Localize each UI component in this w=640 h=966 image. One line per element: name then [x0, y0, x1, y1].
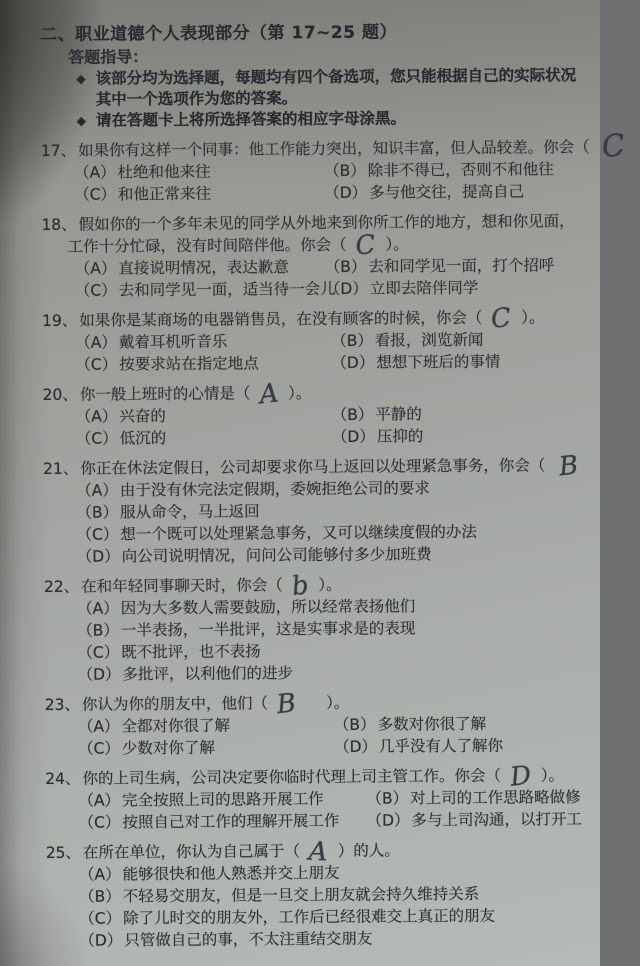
stem-text: ）。	[540, 766, 565, 785]
handwritten-answer: A	[257, 378, 280, 411]
option-label: （D）	[324, 183, 368, 203]
options-list	[42, 254, 602, 302]
option-item	[76, 426, 332, 450]
bullet-item	[41, 107, 601, 132]
option-item	[74, 160, 324, 184]
option-item	[76, 404, 332, 428]
option-text: 立即去陪伴同学	[369, 278, 479, 298]
option-text: 想想下班后的事情	[376, 352, 501, 372]
question-block	[40, 127, 627, 206]
question-number: 18、	[41, 215, 77, 234]
handwritten-answer: b	[290, 570, 310, 603]
handwritten-answer: C	[489, 302, 513, 335]
section-heading: 二、职业道德个人表现部分（第 17~25 题）	[40, 22, 398, 45]
option-item	[366, 808, 605, 832]
document-content	[40, 20, 627, 952]
stem-text: 如果你是某商场的电器销售员，在没有顾客的时候，你会（	[79, 308, 483, 330]
stem-text: ）。	[326, 693, 350, 713]
handwritten-answer: C	[599, 127, 627, 166]
option-text: 兴奋的	[119, 407, 166, 426]
option-text: 去和同学见一面，打个招呼	[368, 256, 555, 276]
option-label: （C）	[74, 185, 117, 204]
option-text: 低沉的	[119, 429, 167, 448]
option-item	[331, 350, 602, 374]
option-label: （A）	[78, 865, 121, 884]
option-label: （B）	[324, 257, 367, 277]
option-item	[324, 180, 601, 204]
option-label: （A）	[77, 717, 120, 736]
option-text: 一半表扬，一半批评，这是实事求是的表现	[120, 619, 416, 640]
option-label: （D）	[76, 547, 120, 566]
stem-text: ）。	[521, 308, 545, 327]
option-label: （B）	[76, 503, 119, 522]
question-stem	[45, 760, 605, 793]
option-label: （A）	[78, 791, 121, 810]
option-item	[74, 182, 324, 206]
options-list	[43, 402, 603, 450]
option-item	[75, 256, 325, 280]
question-block	[45, 690, 605, 760]
option-text: 全都对你很了解	[121, 716, 231, 736]
option-item	[78, 736, 334, 760]
option-label: （D）	[333, 737, 378, 756]
option-label: （C）	[75, 429, 118, 448]
option-item	[332, 424, 603, 448]
question-number: 20、	[42, 385, 78, 404]
option-label: （B）	[333, 715, 376, 734]
option-text: 看报，浏览新闻	[374, 330, 484, 350]
option-text: 戴着耳机听音乐	[118, 332, 228, 352]
handwritten-answer: B	[275, 688, 298, 721]
option-label: （A）	[75, 407, 118, 426]
question-block	[45, 760, 605, 834]
option-label: （B）	[331, 331, 373, 350]
stem-text: 在和年轻同事聊天时，你会（	[81, 576, 283, 596]
handwritten-answer: B	[557, 450, 581, 483]
option-label: （B）	[323, 161, 366, 181]
stem-text: 你的上司生病，公司决定要你临时代理上司主管工作。你会（	[82, 766, 502, 788]
option-label: （D）	[324, 279, 368, 299]
options-list	[42, 328, 602, 376]
diamond-bullet-icon: ◆	[76, 71, 86, 86]
stem-text: ）。	[385, 235, 409, 254]
question-number: 22、	[43, 577, 80, 596]
stem-text: 如果你有这样一个同事：他工作能力突出，知识丰富，但人品较差。你会（	[78, 138, 590, 160]
stem-text: 工作十分忙碌，没有时间陪伴他。你会（	[67, 235, 347, 256]
handwritten-answer: C	[353, 229, 378, 262]
option-text: 少数对你了解	[121, 738, 215, 758]
option-label: （D）	[366, 811, 410, 830]
option-text: 几乎没有人了解你	[378, 736, 504, 756]
options-list	[45, 786, 605, 834]
option-label: （A）	[76, 481, 118, 500]
question-block	[46, 838, 607, 952]
stem-text: 你一般上班时的心情是（	[79, 384, 251, 404]
option-text: 多批评，以利他们的进步	[122, 664, 294, 684]
option-label: （C）	[78, 813, 121, 832]
option-text: 因为大多数人需要鼓励，所以经常表扬他们	[120, 597, 416, 618]
option-label: （C）	[76, 525, 119, 544]
option-text: 多数对你很了解	[377, 714, 487, 734]
option-text: 既不批评，也不表扬	[121, 642, 261, 662]
option-item	[77, 660, 604, 686]
option-text: 想一个既可以处理紧急事务，又可以继续度假的办法	[120, 522, 477, 544]
stem-text: 假如你的一个多年未见的同学从外地来到你所工作的地方，想和你见面，	[78, 212, 575, 234]
option-item	[75, 330, 331, 354]
option-text: 多与他交往，提高自己	[369, 182, 525, 202]
option-text: 除了儿时交的朋友外，工作后已经很难交上真正的朋友	[123, 906, 496, 928]
guide-label: 答题指导：	[68, 47, 149, 67]
bullet-line: 其中一个选项作为您的答案。	[95, 89, 298, 109]
options-list	[44, 594, 605, 686]
option-text: 由于没有休完法定假期，委婉拒绝公司的要求	[119, 479, 430, 500]
option-item	[78, 788, 366, 812]
option-text: 能够很快和他人熟悉并交上朋友	[122, 863, 340, 884]
option-label: （B）	[366, 789, 409, 808]
question-stem	[41, 210, 601, 236]
option-text: 平静的	[375, 405, 422, 424]
option-label: （D）	[331, 353, 375, 372]
questions-list	[40, 127, 627, 952]
options-list	[41, 158, 601, 206]
option-label: （C）	[75, 355, 118, 374]
handwritten-answer: A	[308, 836, 329, 868]
question-block	[43, 450, 604, 568]
option-text: 完全按照上司的思路开展工作	[121, 790, 324, 810]
stem-text: 你正在休法定假日，公司却要求你马上返回以处理紧急事务，你会（	[80, 456, 546, 478]
option-text: 多与上司沟通，以打开工	[411, 810, 583, 830]
option-item	[79, 926, 606, 952]
stem-text: ）。	[288, 384, 312, 403]
bullet-line: 请在答题卡上将所选择答案的相应字母涂黑。	[95, 109, 406, 130]
option-label: （C）	[77, 739, 120, 758]
option-item	[334, 734, 605, 758]
question-number: 25、	[45, 843, 82, 862]
question-stem	[43, 450, 603, 483]
question-block	[43, 380, 603, 450]
option-text: 和他正常来往	[117, 184, 212, 204]
stem-text: ）的人。	[337, 841, 400, 860]
question-block	[44, 572, 605, 686]
question-number: 23、	[44, 695, 81, 714]
question-number: 19、	[42, 311, 78, 330]
options-list	[43, 476, 604, 568]
option-item	[74, 278, 336, 302]
option-item	[325, 276, 602, 300]
options-list	[46, 860, 607, 952]
option-text: 杜绝和他来往	[117, 162, 211, 182]
option-item	[366, 786, 605, 810]
option-text: 按照自己对工作的理解开展工作	[122, 811, 340, 832]
option-label: （C）	[74, 281, 117, 300]
option-text: 向公司说明情况，问问公司能够付多少加班费	[121, 545, 432, 566]
bullet-line: 该部分均为选择题，每题均有四个备选项，您只能根据自己的实际状况	[95, 66, 577, 88]
option-text: 除非不得已，否则不和他往	[367, 160, 554, 180]
option-item	[331, 328, 602, 352]
option-label: （D）	[77, 665, 121, 684]
option-text: 服从命令，马上返回	[119, 502, 260, 522]
option-text: 压抑的	[376, 427, 424, 446]
option-item	[77, 542, 604, 568]
option-text: 去和同学见一面，适当待一会儿	[118, 279, 336, 300]
bullet-text	[96, 65, 577, 110]
option-label: （A）	[74, 259, 117, 278]
option-item	[324, 158, 601, 182]
option-label: （C）	[77, 643, 120, 662]
question-block	[42, 302, 602, 376]
option-text: 只管做自己的事，不太注重结交朋友	[124, 929, 373, 950]
option-item	[334, 712, 605, 736]
option-label: （C）	[79, 909, 122, 928]
option-label: （B）	[77, 621, 119, 640]
option-item	[332, 402, 603, 426]
bullet-item	[40, 65, 600, 111]
option-text: 直接说明情况，表达歉意	[118, 258, 289, 278]
handwritten-answer: D	[508, 760, 533, 793]
option-label: （A）	[73, 163, 116, 182]
stem-text: 在所在单位，你认为自己属于（	[82, 842, 301, 862]
stem-text: ）。	[318, 575, 342, 595]
bullet-text	[96, 108, 406, 131]
option-label: （B）	[79, 887, 121, 906]
option-text: 对上司的工作思路略做修	[409, 788, 581, 808]
option-label: （A）	[77, 599, 119, 618]
option-label: （D）	[331, 427, 375, 446]
stem-text: 你认为你的朋友中，他们（	[81, 694, 269, 714]
question-number: 17、	[40, 141, 77, 160]
options-list	[45, 712, 605, 760]
diamond-bullet-icon: ◆	[76, 113, 86, 128]
option-text: 按要求站在指定地点	[119, 354, 259, 374]
option-label: （A）	[75, 333, 117, 352]
question-number: 21、	[43, 459, 79, 478]
option-label: （D）	[79, 931, 123, 950]
option-item	[79, 810, 367, 834]
question-number: 24、	[45, 769, 81, 788]
option-item	[75, 352, 331, 376]
option-label: （B）	[331, 405, 374, 424]
question-block	[41, 210, 602, 302]
option-text: 不轻易交朋友，但是一旦交上朋友就会持久维持关系	[122, 884, 480, 906]
